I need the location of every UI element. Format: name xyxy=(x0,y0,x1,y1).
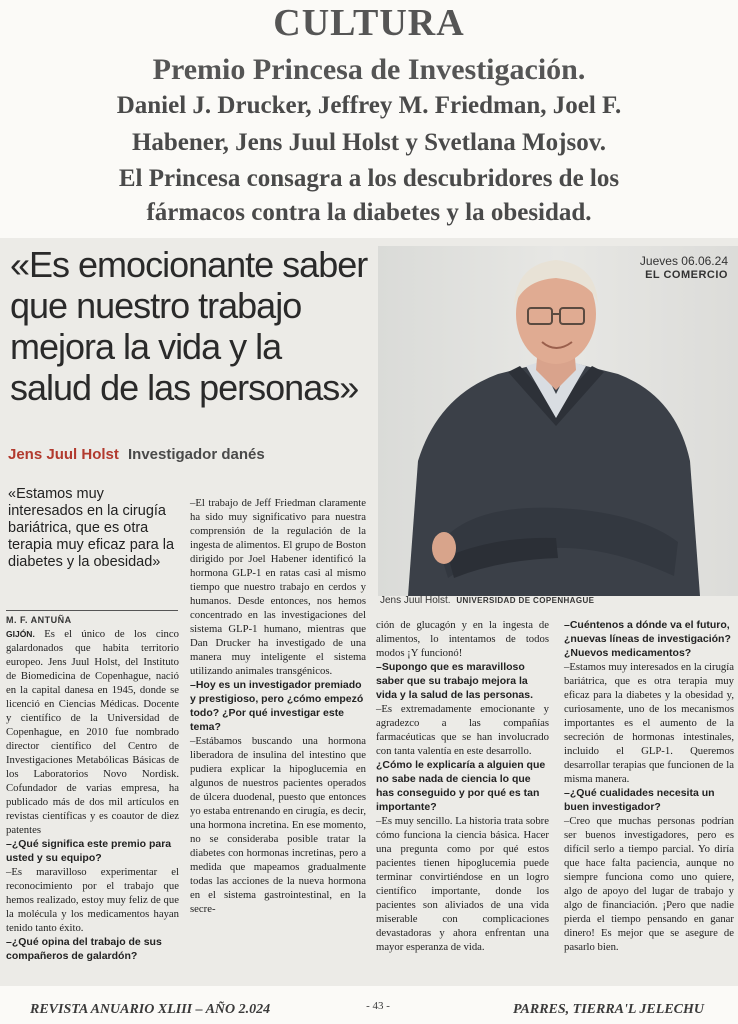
dateline: GIJÓN. xyxy=(6,629,35,639)
byline-name: Jens Juul Holst xyxy=(8,446,119,463)
interview-question: –Supongo que es maravilloso saber que su trabajo mejora la vida y la salud de las personas. xyxy=(376,661,533,701)
interview-paragraph xyxy=(564,660,734,786)
paragraph-text: –Estamos muy interesados en la cirugía bariátrica, que es otra terapia muy eficaz para la diabetes y la obesidad y, curiosamente, uno de los mecanismos importantes es el aumento de la secreción de hormonas intestinales, incluido el GLP-1. Queremos desarrollar terapias que funcionen de la misma manera. xyxy=(564,661,734,785)
interview-question: –Hoy es un investigador premiado y prestigioso, pero ¿cómo empezó todo? ¿Por qué investigar este tema? xyxy=(190,679,364,733)
paragraph-text: –Creo que muchas personas podrían ser buenos investigadores, pero es difícil serlo a tiempo parcial. Yo diría que hace falta paciencia, aunque no siempre funciona como uno quiere, algo de apoyo del lugar de trabajo y algo de financiación. ¡Pero que nadie pierda el tiempo pensando en ganar dinero! Es mejor que se asegure de pasarlo bien. xyxy=(564,815,734,953)
pull-quote: «Estamos muy interesados en la cirugía bariátrica, que es otra terapia muy eficaz para la diabetes y la obesidad» xyxy=(8,486,175,570)
page-number: - 43 - xyxy=(366,1000,390,1012)
interview-paragraph xyxy=(376,702,549,758)
paragraph-text: –Es maravilloso experimentar el reconocimiento por el trabajo que hemos realizado, estoy muy feliz de que la molécula y los medicamentos hayan tenido tanto éxito. xyxy=(6,866,179,934)
text-column-2 xyxy=(190,496,366,916)
footer-magazine: REVISTA ANUARIO XLIII – AÑO 2.024 xyxy=(30,1002,271,1017)
page-footer xyxy=(0,990,738,1024)
interview-paragraph xyxy=(190,734,366,916)
author-divider xyxy=(6,610,178,611)
interview-question: –¿Qué cualidades necesita un buen investigador? xyxy=(564,787,715,813)
interview-question: –¿Qué opina del trabajo de sus compañeros de galardón? xyxy=(6,936,162,962)
paragraph-text: Es el único de los cinco galardonados que habita territorio europeo. Jens Juul Holst, del Instituto de Biomedicina de Copenhague, nació en la capital danesa en 1945, donde se licenció en Ciencias Médicas. Docente y científico de la Universidad de Copenhague, en 2010 fue nombrado director científico del Centro de Investigaciones Metabólicas Básicas de los Laboratorios Novo Nordisk. Cofundador de varias empresa, ha publicado más de dos mil artículos en revistas científicas y es coautor de diez patentes xyxy=(6,628,179,836)
article-headline xyxy=(10,244,378,408)
interview-paragraph xyxy=(376,618,549,660)
byline-role: Investigador danés xyxy=(128,446,265,463)
date-box xyxy=(640,254,728,282)
headline-line: «Es emocionante saber xyxy=(10,244,368,285)
photo-caption xyxy=(380,594,736,608)
paragraph-text: ción de glucagón y en la ingesta de alimentos, lo intentamos de todos modos ¡Y funcionó! xyxy=(376,619,549,659)
interview-paragraph xyxy=(376,814,549,954)
header-line: fármacos contra la diabetes y la obesidad. xyxy=(146,199,592,226)
footer-region: PARRES, TIERRA'L JELECHU xyxy=(513,1002,704,1017)
interview-question: ¿Cómo le explicaría a alguien que no sabe nada de ciencia lo que has conseguido y por qué es tan importante? xyxy=(376,759,546,813)
newspaper-name: EL COMERCIO xyxy=(645,269,728,281)
publication-date: Jueves 06.06.24 xyxy=(639,254,728,268)
author-name: M. F. ANTUÑA xyxy=(6,615,72,625)
prize-title: Premio Princesa de Investigación. xyxy=(152,53,586,86)
text-column-3 xyxy=(376,618,549,954)
portrait-illustration xyxy=(378,246,738,596)
paragraph-text: –Estábamos buscando una hormona liberadora de insulina del intestino que pudiera explicar la hipoglucemia en algunos de nuestros pacientes operados de úlcera duodenal, puesto que entonces yo estaba entrenando en cirugía, es decir, una hormona incretina. En ese momento, no se consideraba posible tratar la diabetes con hormonas incretinas, pero a medida que mapeamos gradualmente todas las acciones de la nueva hormona en el sistema gastrointestinal, en la secre- xyxy=(190,735,366,915)
interview-paragraph xyxy=(6,627,179,837)
interview-paragraph xyxy=(190,496,366,678)
header-line: Daniel J. Drucker, Jeffrey M. Friedman, Joel F. xyxy=(116,92,622,119)
headline-line: salud de las personas» xyxy=(10,367,359,408)
header-line: Habener, Jens Juul Holst y Svetlana Mojsov. xyxy=(131,129,607,156)
interview-question: –¿Qué significa este premio para usted y su equipo? xyxy=(6,838,172,864)
newspaper-clipping xyxy=(0,238,738,986)
interview-question: –Cuéntenos a dónde va el futuro, ¿nuevas líneas de investigación? ¿Nuevos medicamentos? xyxy=(564,619,731,659)
caption-text: Jens Juul Holst. xyxy=(380,595,451,606)
paragraph-text: –Es extremadamente emocionante y agradezco a las compañías farmacéuticas que se han involucrado con tanta valentía en este desarrollo. xyxy=(376,703,549,757)
interview-paragraph xyxy=(564,814,734,954)
headline-line: mejora la vida y la xyxy=(10,326,282,367)
magazine-header xyxy=(0,0,738,238)
paragraph-text: –El trabajo de Jeff Friedman claramente ha sido muy significativo para nuestra comprensión de la regulación de la ingesta de alimentos. El grupo de Boston dirigido por Joel Habener identificó la hormona GLP-1 en ratas casi al mismo tiempo que nuestro trabajo en cerdos y humanos. Desde entonces, nos hemos concentrado en las investigaciones del sistema GLP-1 humano, mientras que Dan Drucker ha investigado de una manera muy inteligente el sistema utilizando animales transgénicos. xyxy=(190,497,366,677)
text-column-4 xyxy=(564,618,734,954)
paragraph-text: –Es muy sencillo. La historia trata sobre cómo funciona la ciencia básica. Hacer una pregunta como por qué estos pacientes tienen hipoglucemia puede terminar convirtiéndose en un logro científico importante, donde los pacientes son aliviados de una vida miserable con complicaciones devastadoras y ahora enfrentan una mayor esperanza de vida. xyxy=(376,815,549,953)
section-title: CULTURA xyxy=(273,2,465,44)
headline-line: que nuestro trabajo xyxy=(10,285,302,326)
header-line: El Princesa consagra a los descubridores de los xyxy=(118,165,620,192)
interview-paragraph xyxy=(6,865,179,935)
portrait-photo xyxy=(378,246,738,596)
photo-credit: UNIVERSIDAD DE COPENHAGUE xyxy=(456,596,595,605)
text-column-1 xyxy=(6,615,179,963)
